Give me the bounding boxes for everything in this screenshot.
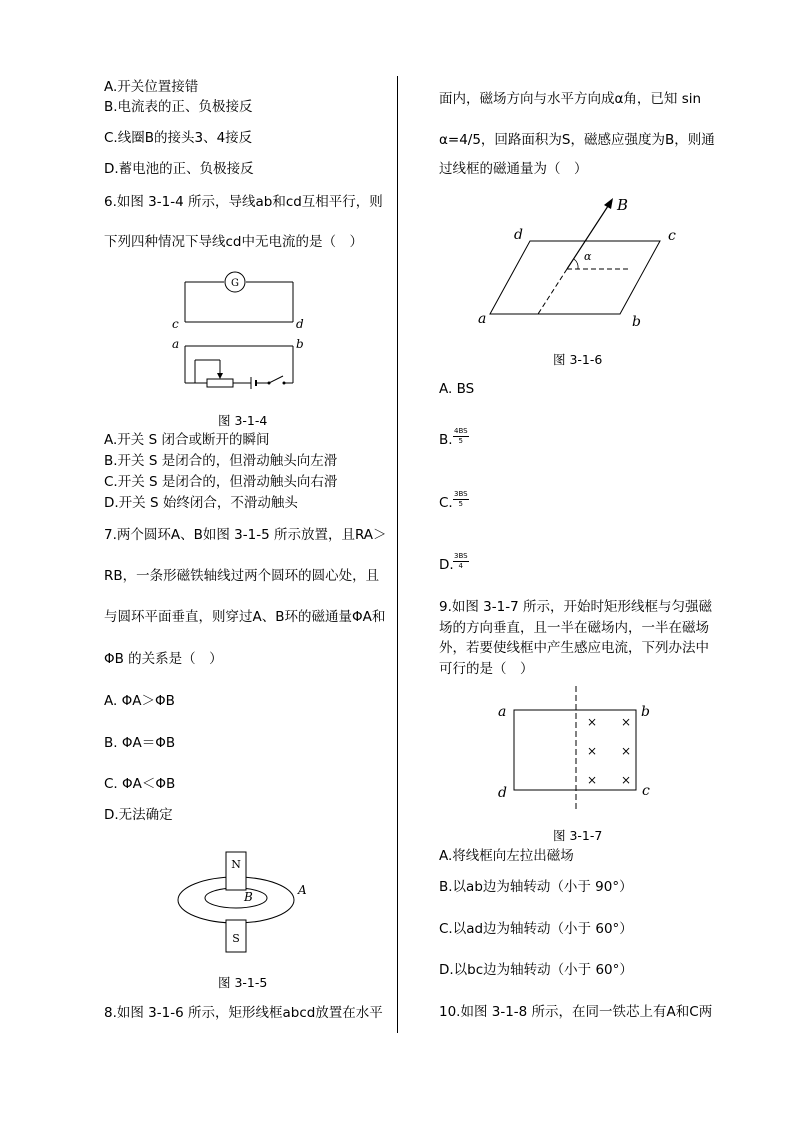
label-d: d <box>498 785 507 801</box>
figure-3-1-6 <box>470 190 695 340</box>
q9-option-a: A.将线框向左拉出磁场 <box>439 848 574 864</box>
figure-3-1-6-caption: 图 3-1-6 <box>553 352 603 367</box>
q8-option-b: B. <box>439 432 453 448</box>
label-field-b: B <box>617 196 629 214</box>
q7-option-c: C. ΦA＜ΦB <box>104 776 176 792</box>
figure-3-1-4-caption: 图 3-1-4 <box>218 413 268 428</box>
q6-stem-line2: 下列四种情况下导线cd中无电流的是（ ） <box>104 234 363 250</box>
figure-3-1-4 <box>165 268 310 396</box>
q6-option-a: A.开关 S 闭合或断开的瞬间 <box>104 432 270 448</box>
q9-stem-line1: 9.如图 3-1-7 所示，开始时矩形线框与匀强磁 <box>439 599 712 615</box>
q8-stem-line2: 面内，磁场方向与水平方向成α角，已知 sin <box>439 91 702 107</box>
figure-3-1-5-caption: 图 3-1-5 <box>218 975 268 990</box>
q8-stem-line3: α=4/5，回路面积为S，磁感应强度为B，则通 <box>439 132 715 148</box>
label-b: b <box>641 704 650 720</box>
field-cross: × <box>620 744 632 758</box>
figure-3-1-7-caption: 图 3-1-7 <box>553 828 603 843</box>
q7-stem-line1: 7.两个圆环A、B如图 3-1-5 所示放置，且RA＞ <box>104 527 387 543</box>
label-c: c <box>172 317 179 331</box>
label-north: N <box>231 858 241 871</box>
label-c: c <box>668 228 676 244</box>
q9-option-d: D.以bc边为轴转动（小于 60°） <box>439 962 633 978</box>
rheostat-icon <box>207 379 233 387</box>
q8-option-a: A. BS <box>439 381 475 397</box>
q8-option-c-fraction: $\frac{3BS}{5}$ <box>454 490 468 508</box>
q8-stem-line4: 过线框的磁通量为（ ） <box>439 161 588 177</box>
q9-option-c: C.以ad边为轴转动（小于 60°） <box>439 921 633 937</box>
label-alpha: α <box>584 250 592 263</box>
q6-option-c: C.开关 S 是闭合的，但滑动触头向右滑 <box>104 474 338 490</box>
q5-option-a: A.开关位置接错 <box>104 79 199 95</box>
q9-stem-line3: 外，若要使线框中产生感应电流，下列办法中 <box>439 640 709 656</box>
q7-stem-line4: ΦB 的关系是（ ） <box>104 651 223 667</box>
q7-stem-line3: 与圆环平面垂直，则穿过A、B环的磁通量ΦA和 <box>104 609 386 625</box>
galvanometer-label: G <box>231 278 239 289</box>
field-cross: × <box>586 744 598 758</box>
q6-stem-line1: 6.如图 3-1-4 所示，导线ab和cd互相平行，则 <box>104 194 383 210</box>
q7-option-d: D.无法确定 <box>104 807 173 823</box>
q5-option-d: D.蓄电池的正、负极接反 <box>104 161 254 177</box>
column-divider <box>397 76 398 1033</box>
q8-option-c: C. <box>439 495 453 511</box>
label-a: a <box>172 337 180 351</box>
q8-option-d: D. <box>439 557 454 573</box>
label-d: d <box>514 227 523 243</box>
figure-3-1-7 <box>492 684 662 812</box>
q8-option-b-fraction: $\frac{4BS}{5}$ <box>454 427 468 445</box>
q9-stem-line2: 场的方向垂直，且一半在磁场内，一半在磁场 <box>439 620 709 636</box>
label-a: a <box>478 311 487 327</box>
q9-option-b: B.以ab边为轴转动（小于 90°） <box>439 879 633 895</box>
label-c: c <box>642 783 650 799</box>
q9-stem-line4: 可行的是（ ） <box>439 661 534 677</box>
label-ring-b: B <box>244 890 253 904</box>
label-a: a <box>498 704 507 720</box>
label-ring-a: A <box>298 883 307 897</box>
label-b: b <box>632 314 641 330</box>
label-south: S <box>232 932 240 945</box>
q6-option-b: B.开关 S 是闭合的，但滑动触头向左滑 <box>104 453 338 469</box>
label-b: b <box>296 337 304 351</box>
q5-option-b: B.电流表的正、负极接反 <box>104 99 253 115</box>
q6-option-d: D.开关 S 始终闭合，不滑动触头 <box>104 495 298 511</box>
field-cross: × <box>620 773 632 787</box>
coil-frame <box>514 710 636 790</box>
q5-option-c: C.线圈B的接头3、4接反 <box>104 130 253 146</box>
q7-stem-line2: RB，一条形磁铁轴线过两个圆环的圆心处，且 <box>104 568 380 584</box>
q7-option-a: A. ΦA＞ΦB <box>104 693 175 709</box>
q10-stem-line1: 10.如图 3-1-8 所示，在同一铁芯上有A和C两 <box>439 1004 713 1020</box>
field-cross: × <box>620 715 632 729</box>
q8-option-d-fraction: $\frac{3BS}{4}$ <box>454 552 468 570</box>
switch-icon <box>269 376 283 383</box>
q7-option-b: B. ΦA＝ΦB <box>104 735 176 751</box>
field-cross: × <box>586 715 598 729</box>
label-d: d <box>296 317 304 331</box>
figure-3-1-5 <box>170 848 320 956</box>
field-cross: × <box>586 773 598 787</box>
q8-stem-line1: 8.如图 3-1-6 所示，矩形线框abcd放置在水平 <box>104 1005 383 1021</box>
